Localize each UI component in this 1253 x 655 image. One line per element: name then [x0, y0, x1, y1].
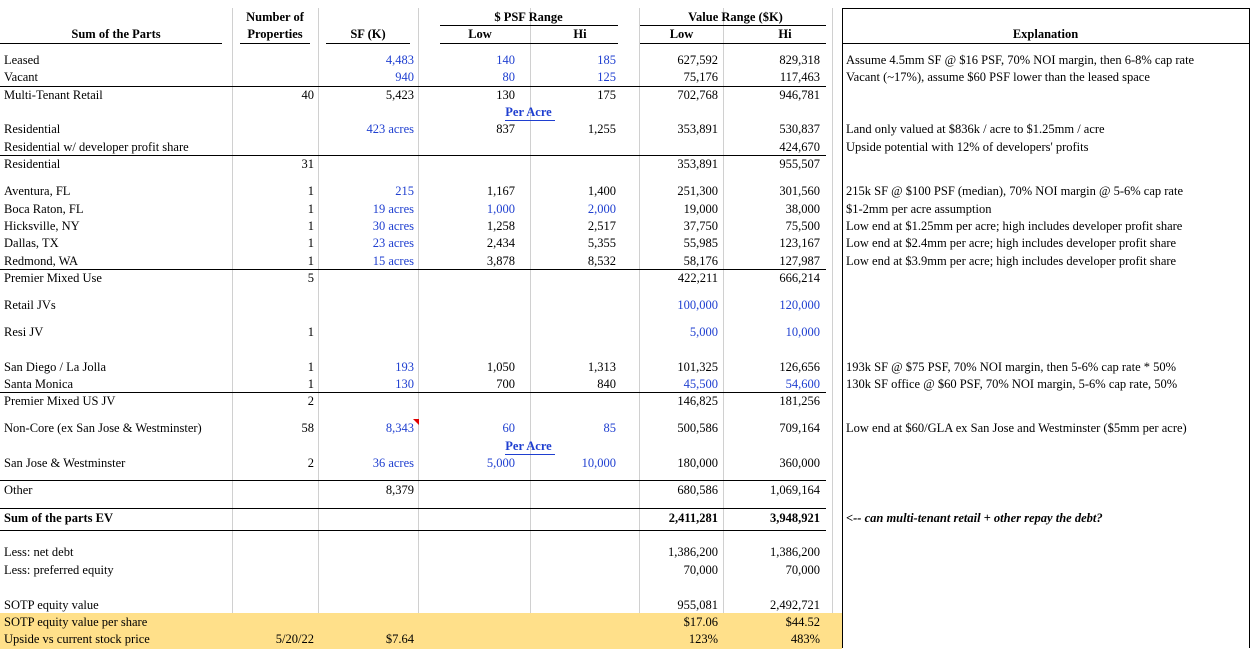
header-explanation: Explanation	[1012, 27, 1079, 41]
psf-range-underline	[440, 25, 618, 26]
row-label: SOTP equity value per share	[4, 615, 148, 629]
val-hi: 301,560	[779, 184, 820, 198]
sf-value[interactable]: 423 acres	[366, 122, 414, 136]
row-label: Retail JVs	[4, 298, 56, 312]
row-label: Resi JV	[4, 325, 44, 339]
psf-low: 2,434	[486, 236, 515, 250]
row-label: Boca Raton, FL	[4, 202, 84, 216]
psf-hi: 175	[597, 88, 616, 102]
val-low: 123%	[688, 632, 718, 646]
val-low: 353,891	[677, 157, 718, 171]
explanation-text: <-- can multi-tenant retail + other repay the debt?	[846, 511, 1103, 525]
explanation-text: 130k SF office @ $60 PSF, 70% NOI margin, 5-6% cap rate, 50%	[846, 377, 1178, 391]
val-low: 58,176	[683, 254, 718, 268]
header-underline	[326, 43, 410, 44]
header-underline	[842, 43, 1249, 44]
subtotal-line	[0, 480, 826, 481]
psf-low: 700	[496, 377, 515, 391]
val-hi[interactable]: 54,600	[785, 377, 820, 391]
val-low: 680,586	[677, 483, 718, 497]
row-label: Non-Core (ex San Jose & Westminster)	[4, 421, 202, 435]
val-hi: 181,256	[779, 394, 820, 408]
explanation-border-left	[842, 8, 843, 648]
val-low: $17.06	[683, 615, 718, 629]
psf-hi[interactable]: 125	[597, 70, 616, 84]
val-low: 353,891	[677, 122, 718, 136]
header-val-low: Low	[669, 27, 694, 41]
val-low: 70,000	[683, 563, 718, 577]
explanation-text: Low end at $2.4mm per acre; high includes developer profit share	[846, 236, 1177, 250]
header-underline	[640, 43, 826, 44]
grid-column-divider	[832, 8, 833, 648]
val-hi: 955,507	[779, 157, 820, 171]
val-hi: 709,164	[779, 421, 820, 435]
header-psf-low: Low	[468, 27, 492, 41]
val-hi: 946,781	[779, 88, 820, 102]
val-low: 627,592	[677, 53, 718, 67]
val-low: 702,768	[677, 88, 718, 102]
explanation-text: 193k SF @ $75 PSF, 70% NOI margin, then 5-6% cap rate * 50%	[846, 360, 1177, 374]
val-hi: 1,069,164	[770, 483, 820, 497]
sf-value[interactable]: 8,343	[385, 421, 414, 435]
val-low: 146,825	[677, 394, 718, 408]
sf-value[interactable]: 30 acres	[372, 219, 414, 233]
num-properties: 2	[307, 456, 314, 470]
sf-value: 8,379	[385, 483, 414, 497]
psf-low[interactable]: 1,000	[486, 202, 515, 216]
header-val-hi: Hi	[778, 27, 792, 41]
row-label: Less: net debt	[4, 545, 74, 559]
value-range-underline	[640, 25, 826, 26]
row-label: Other	[4, 483, 33, 497]
psf-hi[interactable]: 185	[597, 53, 616, 67]
row-label: Premier Mixed US JV	[4, 394, 116, 408]
explanation-text: $1-2mm per acre assumption	[846, 202, 992, 216]
psf-low[interactable]: 140	[496, 53, 515, 67]
val-hi: 424,670	[779, 140, 820, 154]
val-hi: 829,318	[779, 53, 820, 67]
val-hi: 117,463	[779, 70, 820, 84]
psf-low[interactable]: 60	[502, 421, 515, 435]
total-line	[0, 508, 826, 509]
header-psf-hi: Hi	[573, 27, 587, 41]
val-hi: 75,500	[785, 219, 820, 233]
explanation-text: Low end at $1.25mm per acre; high includes developer profit share	[846, 219, 1183, 233]
sf-value[interactable]: 130	[395, 377, 414, 391]
sf-value[interactable]: 215	[395, 184, 414, 198]
explanation-text: Land only valued at $836k / acre to $1.25mm / acre	[846, 122, 1105, 136]
num-properties: 1	[307, 202, 314, 216]
sf-value[interactable]: 23 acres	[372, 236, 414, 250]
psf-low[interactable]: 80	[502, 70, 515, 84]
psf-hi: 8,532	[587, 254, 616, 268]
psf-hi: 840	[597, 377, 616, 391]
psf-low: 3,878	[486, 254, 515, 268]
val-low: 180,000	[677, 456, 718, 470]
header-sum-of-parts: Sum of the Parts	[71, 27, 161, 41]
psf-hi[interactable]: 2,000	[587, 202, 616, 216]
explanation-text: Upside potential with 12% of developers' profits	[846, 140, 1089, 154]
row-label: Residential	[4, 122, 61, 136]
psf-low[interactable]: 5,000	[486, 456, 515, 470]
num-properties: 31	[301, 157, 314, 171]
row-label: Upside vs current stock price	[4, 632, 150, 646]
row-label: SOTP equity value	[4, 598, 99, 612]
psf-low: 1,258	[486, 219, 515, 233]
row-label: Multi-Tenant Retail	[4, 88, 103, 102]
row-label: San Jose & Westminster	[4, 456, 126, 470]
num-properties: 5	[307, 271, 314, 285]
val-low: 101,325	[677, 360, 718, 374]
sf-value: 5,423	[385, 88, 414, 102]
val-hi: 38,000	[785, 202, 820, 216]
sf-value[interactable]: 193	[395, 360, 414, 374]
num-properties: 1	[307, 184, 314, 198]
psf-hi: 1,255	[587, 122, 616, 136]
val-hi: 483%	[790, 632, 820, 646]
header-psf-range: $ PSF Range	[494, 10, 563, 24]
val-hi: 127,987	[779, 254, 820, 268]
val-hi: 1,386,200	[770, 545, 820, 559]
num-properties: 2	[307, 394, 314, 408]
val-hi: 666,214	[779, 271, 820, 285]
row-label: Dallas, TX	[4, 236, 59, 250]
val-low: 2,411,281	[668, 511, 718, 525]
num-properties: 1	[307, 254, 314, 268]
row-label: Residential w/ developer profit share	[4, 140, 189, 154]
explanation-border-right	[1249, 8, 1250, 648]
row-label: Vacant	[4, 70, 39, 84]
row-label: Redmond, WA	[4, 254, 79, 268]
row-label: Premier Mixed Use	[4, 271, 102, 285]
val-hi: 123,167	[779, 236, 820, 250]
row-label: Sum of the parts EV	[4, 511, 114, 525]
price-date: 5/20/22	[275, 632, 314, 646]
num-properties: 1	[307, 360, 314, 374]
sf-value[interactable]: 940	[395, 70, 414, 84]
row-label: Hicksville, NY	[4, 219, 80, 233]
val-low: 500,586	[677, 421, 718, 435]
val-hi: 2,492,721	[770, 598, 820, 612]
total-double-line	[0, 530, 826, 531]
psf-low: 1,167	[486, 184, 515, 198]
val-hi: 70,000	[785, 563, 820, 577]
psf-low: 1,050	[486, 360, 515, 374]
val-hi: 126,656	[779, 360, 820, 374]
val-low: 251,300	[677, 184, 718, 198]
psf-hi[interactable]: 85	[603, 421, 616, 435]
psf-low: 130	[496, 88, 515, 102]
header-properties: Properties	[247, 27, 303, 41]
header-number-of: Number of	[246, 10, 304, 24]
explanation-text: Low end at $60/GLA ex San Jose and Westminster ($5mm per acre)	[846, 421, 1187, 435]
val-low: 75,176	[683, 70, 718, 84]
explanation-border-top	[842, 8, 1249, 9]
num-properties: 1	[307, 325, 314, 339]
val-low: 55,985	[683, 236, 718, 250]
sf-value[interactable]: 4,483	[385, 53, 414, 67]
psf-hi: 1,313	[587, 360, 616, 374]
val-hi: 530,837	[779, 122, 820, 136]
explanation-text: Vacant (~17%), assume $60 PSF lower than the leased space	[846, 70, 1150, 84]
explanation-text: Assume 4.5mm SF @ $16 PSF, 70% NOI margin, then 6-8% cap rate	[846, 53, 1195, 67]
val-low[interactable]: 45,500	[683, 377, 718, 391]
val-hi[interactable]: 120,000	[779, 298, 820, 312]
val-low: 955,081	[677, 598, 718, 612]
header-sf: SF (K)	[350, 27, 386, 41]
val-low[interactable]: 100,000	[677, 298, 718, 312]
row-label: Less: preferred equity	[4, 563, 114, 577]
row-label: Santa Monica	[4, 377, 74, 391]
grid-column-divider	[318, 8, 319, 648]
val-low: 37,750	[683, 219, 718, 233]
psf-hi: 2,517	[587, 219, 616, 233]
num-properties: 58	[301, 421, 314, 435]
psf-low: 837	[496, 122, 515, 136]
per-acre-label: Per Acre	[505, 439, 552, 453]
explanation-text: Low end at $3.9mm per acre; high includes developer profit share	[846, 254, 1177, 268]
row-label: San Diego / La Jolla	[4, 360, 107, 374]
row-label: Aventura, FL	[4, 184, 71, 198]
sf-value[interactable]: 36 acres	[372, 456, 414, 470]
header-underline	[240, 43, 310, 44]
psf-hi[interactable]: 10,000	[581, 456, 616, 470]
val-low: 19,000	[683, 202, 718, 216]
row-label: Leased	[4, 53, 40, 67]
psf-hi: 5,355	[587, 236, 616, 250]
stock-price: $7.64	[385, 632, 414, 646]
header-underline	[0, 43, 222, 44]
val-hi: 360,000	[779, 456, 820, 470]
per-acre-label: Per Acre	[505, 105, 552, 119]
val-hi[interactable]: 10,000	[785, 325, 820, 339]
explanation-text: 215k SF @ $100 PSF (median), 70% NOI margin @ 5-6% cap rate	[846, 184, 1183, 198]
val-hi: 3,948,921	[770, 511, 820, 525]
val-low: 422,211	[677, 271, 718, 285]
num-properties: 1	[307, 377, 314, 391]
header-value-range: Value Range ($K)	[688, 10, 783, 24]
val-hi: $44.52	[785, 615, 820, 629]
psf-hi: 1,400	[587, 184, 616, 198]
num-properties: 1	[307, 236, 314, 250]
sf-value[interactable]: 19 acres	[372, 202, 414, 216]
val-low[interactable]: 5,000	[689, 325, 718, 339]
header-underline	[440, 43, 618, 44]
num-properties: 1	[307, 219, 314, 233]
num-properties: 40	[301, 88, 314, 102]
row-label: Residential	[4, 157, 61, 171]
val-low: 1,386,200	[668, 545, 718, 559]
sf-value[interactable]: 15 acres	[372, 254, 414, 268]
